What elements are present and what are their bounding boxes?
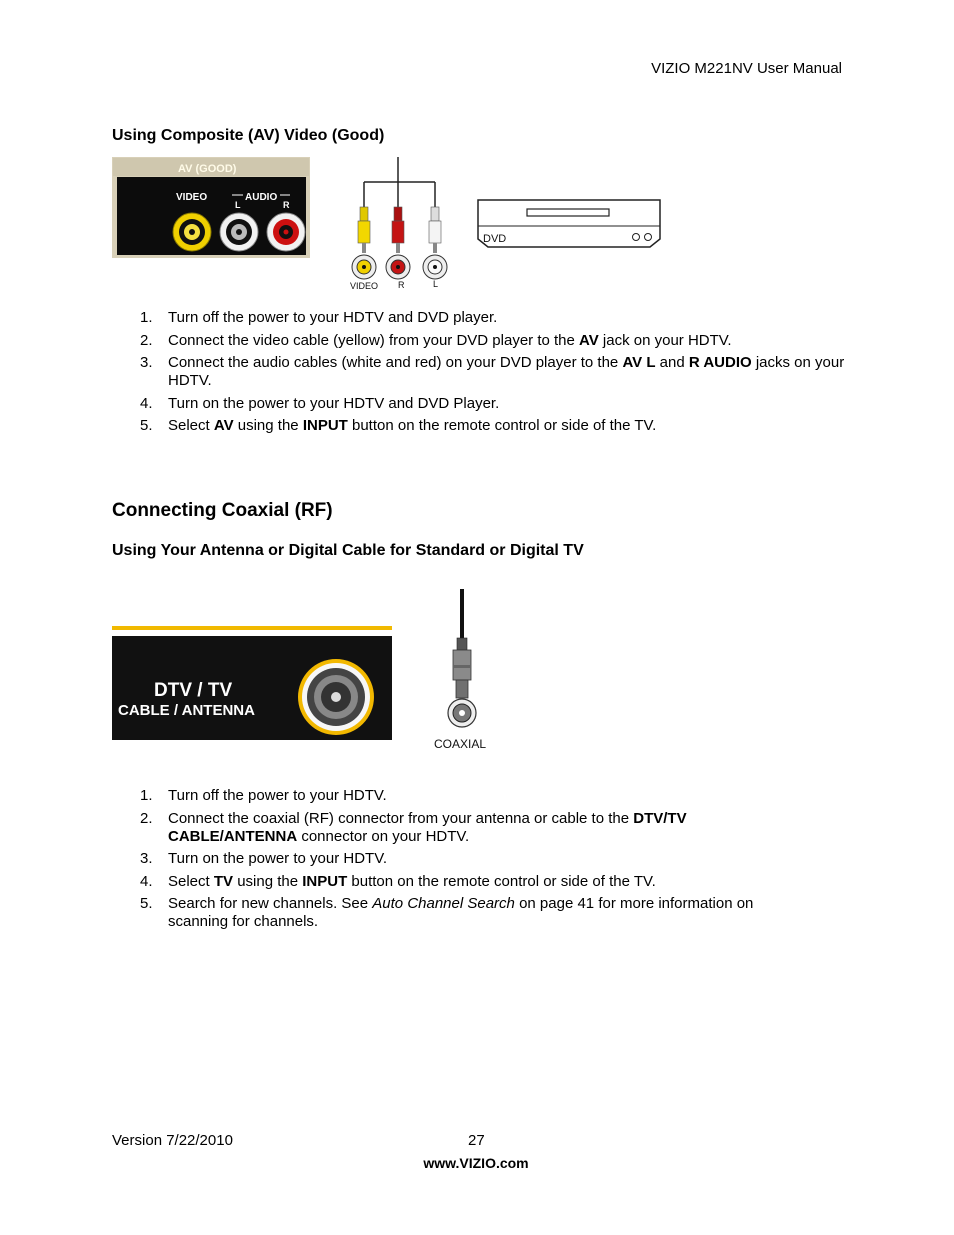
step-text <box>168 354 844 389</box>
step-segment: Connect the coaxial (RF) connector from your antenna or cable to the <box>168 809 634 827</box>
av-panel-l-label: L <box>235 200 241 210</box>
av-panel-r-label: R <box>283 200 290 210</box>
av-step-3 <box>112 354 852 390</box>
dvd-label: DVD <box>483 233 507 245</box>
document-header-title: VIZIO M221NV User Manual <box>651 60 842 77</box>
footer-version: Version 7/22/2010 <box>112 1132 233 1149</box>
cable-l-label: L <box>433 279 439 289</box>
step-segment: Turn on the power to your HDTV. <box>168 850 387 867</box>
step-segment: and <box>655 354 689 371</box>
coax-step-1 <box>112 787 852 805</box>
step-number: 5. <box>140 417 153 434</box>
av-panel-audio-label: AUDIO <box>245 192 278 203</box>
step-text <box>168 810 687 845</box>
coax-jack <box>298 659 374 735</box>
step-segment: on page 41 for more information on <box>514 895 754 912</box>
step-segment: button on the remote control or side of the TV. <box>347 417 657 434</box>
dtv-panel-line1: DTV / TV <box>154 680 233 701</box>
step-segment: Turn off the power to your HDTV and DVD player. <box>168 309 498 326</box>
dtv-tv-panel-figure <box>112 626 392 740</box>
step-segment: Search for new channels. See <box>168 895 373 912</box>
step-emphasis: INPUT <box>302 417 348 434</box>
coax-step-4 <box>112 873 852 891</box>
step-segment: using the <box>233 872 303 890</box>
av-step-1 <box>112 309 852 327</box>
cable-video-label: VIDEO <box>350 281 379 291</box>
step-segment: Turn off the power to your HDTV. <box>168 787 387 804</box>
step-text <box>168 417 656 434</box>
step-number: 2. <box>140 331 153 349</box>
av-audio-r-jack <box>267 213 305 251</box>
step-segment: Connect the audio cables (white and red) on your DVD player to the <box>168 354 623 371</box>
step-segment: jack on your HDTV. <box>598 331 732 349</box>
step-segment: button on the remote control or side of the TV. <box>347 872 656 890</box>
av-step-5 <box>112 417 852 435</box>
step-number: 4. <box>140 394 153 412</box>
step-emphasis: CABLE/ANTENNA <box>168 827 298 845</box>
step-text <box>168 850 387 867</box>
footer-page-number: 27 <box>468 1132 485 1149</box>
step-text <box>168 873 656 890</box>
coax-section-heading: Connecting Coaxial (RF) <box>112 500 333 521</box>
dvd-player-figure <box>476 198 662 249</box>
step-number: 1. <box>140 309 153 326</box>
step-text <box>168 895 753 930</box>
av-step-4 <box>112 395 852 413</box>
coax-step-3 <box>112 850 852 868</box>
step-emphasis: INPUT <box>302 872 348 890</box>
cable-r-label: R <box>398 280 405 290</box>
coaxial-cable-figure <box>426 588 512 756</box>
step-number: 3. <box>140 850 153 867</box>
av-cable-figure <box>346 157 450 295</box>
step-segment: connector on your HDTV. <box>297 827 470 845</box>
step-segment: using the <box>233 417 303 434</box>
av-panel-figure <box>112 157 310 258</box>
step-segment: Select <box>168 417 214 434</box>
av-audio-l-jack <box>220 213 258 251</box>
step-segment: jacks on your HDTV. <box>168 354 845 389</box>
dtv-panel-line2: CABLE / ANTENNA <box>118 702 255 719</box>
step-number: 1. <box>140 787 153 804</box>
av-video-jack <box>173 213 211 251</box>
step-segment: Turn on the power to your HDTV and DVD Player. <box>168 394 500 412</box>
step-segment: scanning for channels. <box>168 913 319 930</box>
step-segment: Select <box>168 872 214 890</box>
av-panel-title: AV (GOOD) <box>178 163 237 175</box>
step-text <box>168 309 497 326</box>
av-steps-list <box>112 309 852 440</box>
step-emphasis: AV L <box>622 354 656 371</box>
coaxial-label: COAXIAL <box>434 737 487 751</box>
step-emphasis: DTV/TV <box>633 809 687 827</box>
step-emphasis: AV <box>213 417 234 434</box>
step-text <box>168 332 732 349</box>
coax-steps-list <box>112 787 852 936</box>
step-number: 5. <box>140 895 153 912</box>
step-emphasis: R AUDIO <box>688 354 752 371</box>
step-text <box>168 787 387 804</box>
step-number: 4. <box>140 872 153 890</box>
step-emphasis: TV <box>213 872 234 890</box>
coax-step-5 <box>112 895 852 931</box>
av-panel-video-label: VIDEO <box>176 192 208 203</box>
step-number: 2. <box>140 809 153 827</box>
av-section-heading: Using Composite (AV) Video (Good) <box>112 127 385 144</box>
av-step-2 <box>112 332 852 350</box>
coax-section-subheading: Using Your Antenna or Digital Cable for Standard or Digital TV <box>112 542 584 559</box>
step-number: 3. <box>140 354 153 371</box>
step-reference: Auto Channel Search <box>372 895 515 912</box>
footer-url[interactable]: www.VIZIO.com <box>423 1155 529 1171</box>
step-text <box>168 395 499 412</box>
step-segment: Connect the video cable (yellow) from your DVD player to the <box>168 331 580 349</box>
step-emphasis: AV <box>579 331 599 349</box>
coax-step-2 <box>112 810 852 846</box>
